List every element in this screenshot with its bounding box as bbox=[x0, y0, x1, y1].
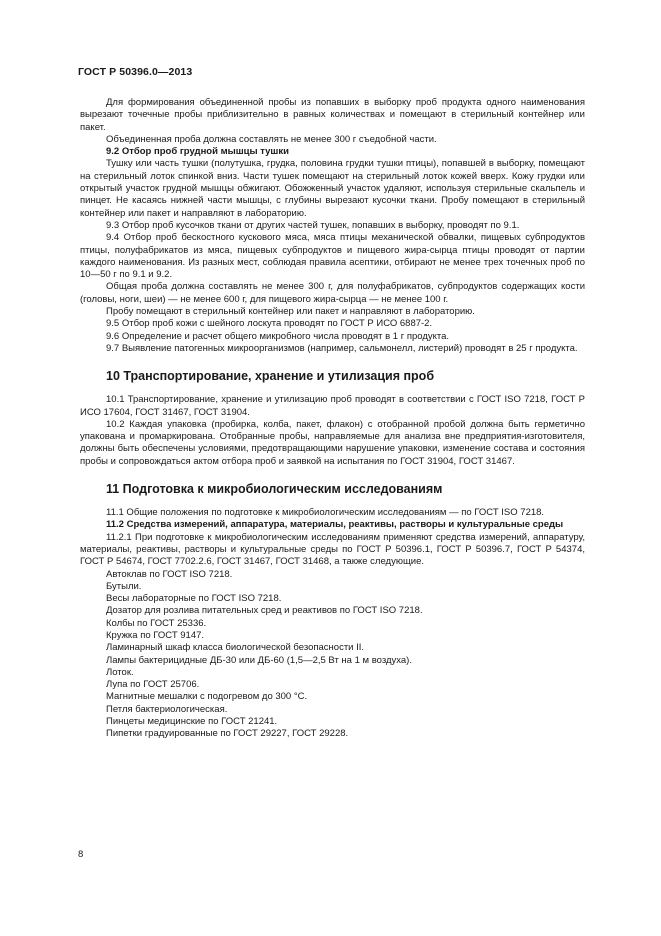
paragraph: Пробу помещают в стерильный контейнер или пакет и направляют в лабораторию. bbox=[106, 306, 475, 318]
subsection-heading: 11.2 Средства измерений, аппаратура, материалы, реактивы, растворы и культуральные среды bbox=[106, 519, 564, 531]
paragraph: 9.3 Отбор проб кусочков ткани от других частей тушек, попавших в выборку, проводят по 9.1. bbox=[106, 219, 520, 231]
paragraph: 9.4 Отбор проб бескостного кускового мяса, мяса птицы механической обвалки, пищевых субпродуктов птицы, полуфабрикатов из мяса, пищевых субпродуктов и пищевого жира-сырца птицы проводят от партии каждого наименования. Из разных мест, соблюдая правила асептики, отбирают не менее трех точечных проб по 10—50 г по 9.1 и 9.2. bbox=[80, 232, 585, 281]
section-heading: 10 Транспортирование, хранение и утилизация проб bbox=[106, 369, 435, 384]
paragraph: 9.5 Отбор проб кожи с шейного лоскута проводят по ГОСТ Р ИСО 6887-2. bbox=[106, 318, 433, 330]
list-item: Колбы по ГОСТ 25336. bbox=[106, 617, 207, 629]
paragraph: Объединенная проба должна составлять не менее 300 г съедобной части. bbox=[106, 133, 437, 145]
list-item: Лоток. bbox=[106, 666, 134, 678]
paragraph: Общая проба должна составлять не менее 300 г, для полуфабрикатов, субпродуктов содержащих кости (головы, ноги, шеи) — не менее 600 г, для пищевого жира-сырца — не менее 100 г. bbox=[80, 281, 585, 305]
list-item: Пинцеты медицинские по ГОСТ 21241. bbox=[106, 716, 278, 728]
document-header: ГОСТ Р 50396.0—2013 bbox=[78, 66, 193, 78]
list-item: Петля бактериологическая. bbox=[106, 703, 228, 715]
list-item: Дозатор для розлива питательных сред и реактивов по ГОСТ ISO 7218. bbox=[106, 605, 423, 617]
document-body bbox=[80, 97, 585, 741]
subsection-heading: 9.2 Отбор проб грудной мышцы тушки bbox=[106, 146, 289, 158]
list-item: Кружка по ГОСТ 9147. bbox=[106, 629, 205, 641]
list-item: Лупа по ГОСТ 25706. bbox=[106, 679, 200, 691]
paragraph: 10.2 Каждая упаковка (пробирка, колба, пакет, флакон) с отобранной пробой должна быть герметично упакована и промаркирована. Отобранные пробы, направляемые для анализа вне предприятия-изготовителя, должны быть обеспечены условиями, предотвращающими нарушение упаковки, изменение состава и состояния пробы и сопровождаться актом отбора проб и заявкой на испытания по ГОСТ 31904, ГОСТ 31467. bbox=[80, 418, 585, 467]
list-item: Лампы бактерицидные ДБ-30 или ДБ-60 (1,5—2,5 Вт на 1 м воздуха). bbox=[106, 654, 412, 666]
paragraph: 11.2.1 При подготовке к микробиологическим исследованиям применяют средства измерений, аппаратуру, материалы, реактивы, растворы и культуральные среды по ГОСТ Р 50396.1, ГОСТ Р 50396.7, ГОСТ Р 54374, ГОСТ Р 54674, ГОСТ 7702.2.6, ГОСТ 31467, ГОСТ 31468, а также следующие. bbox=[80, 531, 585, 568]
list-item: Весы лабораторные по ГОСТ ISO 7218. bbox=[106, 593, 282, 605]
paragraph: Тушку или часть тушки (полутушка, грудка, половина грудки тушки птицы), попавшей в выборку, помещают на стерильный лоток спинкой вниз. Части тушек помещают на стерильный лоток кожей вверх. Кожу грудки или открытый участок грудной мышцы обжигают. Обожженный участок удаляют, используя стерильные скальпель и пинцет. Не касаясь нижней части мышцы, с глубины вырезают кусочки ткани. Пробу помещают в стерильный контейнер или пакет и направляют в лабораторию. bbox=[80, 158, 585, 219]
paragraph: 9.6 Определение и расчет общего микробного числа проводят в 1 г продукта. bbox=[106, 330, 450, 342]
list-item: Автоклав по ГОСТ ISO 7218. bbox=[106, 568, 233, 580]
paragraph: 9.7 Выявление патогенных микроорганизмов (например, сальмонелл, листерий) проводят в 25 г продукта. bbox=[106, 342, 578, 354]
list-item: Бутыли. bbox=[106, 580, 142, 592]
list-item: Ламинарный шкаф класса биологической безопасности II. bbox=[106, 642, 365, 654]
page-number: 8 bbox=[78, 849, 84, 860]
paragraph: 10.1 Транспортирование, хранение и утилизацию проб проводят в соответствии с ГОСТ ISO 7218, ГОСТ Р ИСО 17604, ГОСТ 31467, ГОСТ 31904. bbox=[80, 394, 585, 418]
paragraph: Для формирования объединенной пробы из попавших в выборку проб продукта одного наименования вырезают точечные пробы приблизительно в равных количествах и помещают в стерильный контейнер или пакет. bbox=[80, 97, 585, 133]
list-item: Пипетки градуированные по ГОСТ 29227, ГОСТ 29228. bbox=[106, 728, 349, 740]
list-item: Магнитные мешалки с подогревом до 300 °С. bbox=[106, 691, 308, 703]
paragraph: 11.1 Общие положения по подготовке к микробиологическим исследованиям — по ГОСТ ISO 7218. bbox=[106, 507, 545, 519]
section-heading: 11 Подготовка к микробиологическим исследованиям bbox=[106, 482, 443, 497]
